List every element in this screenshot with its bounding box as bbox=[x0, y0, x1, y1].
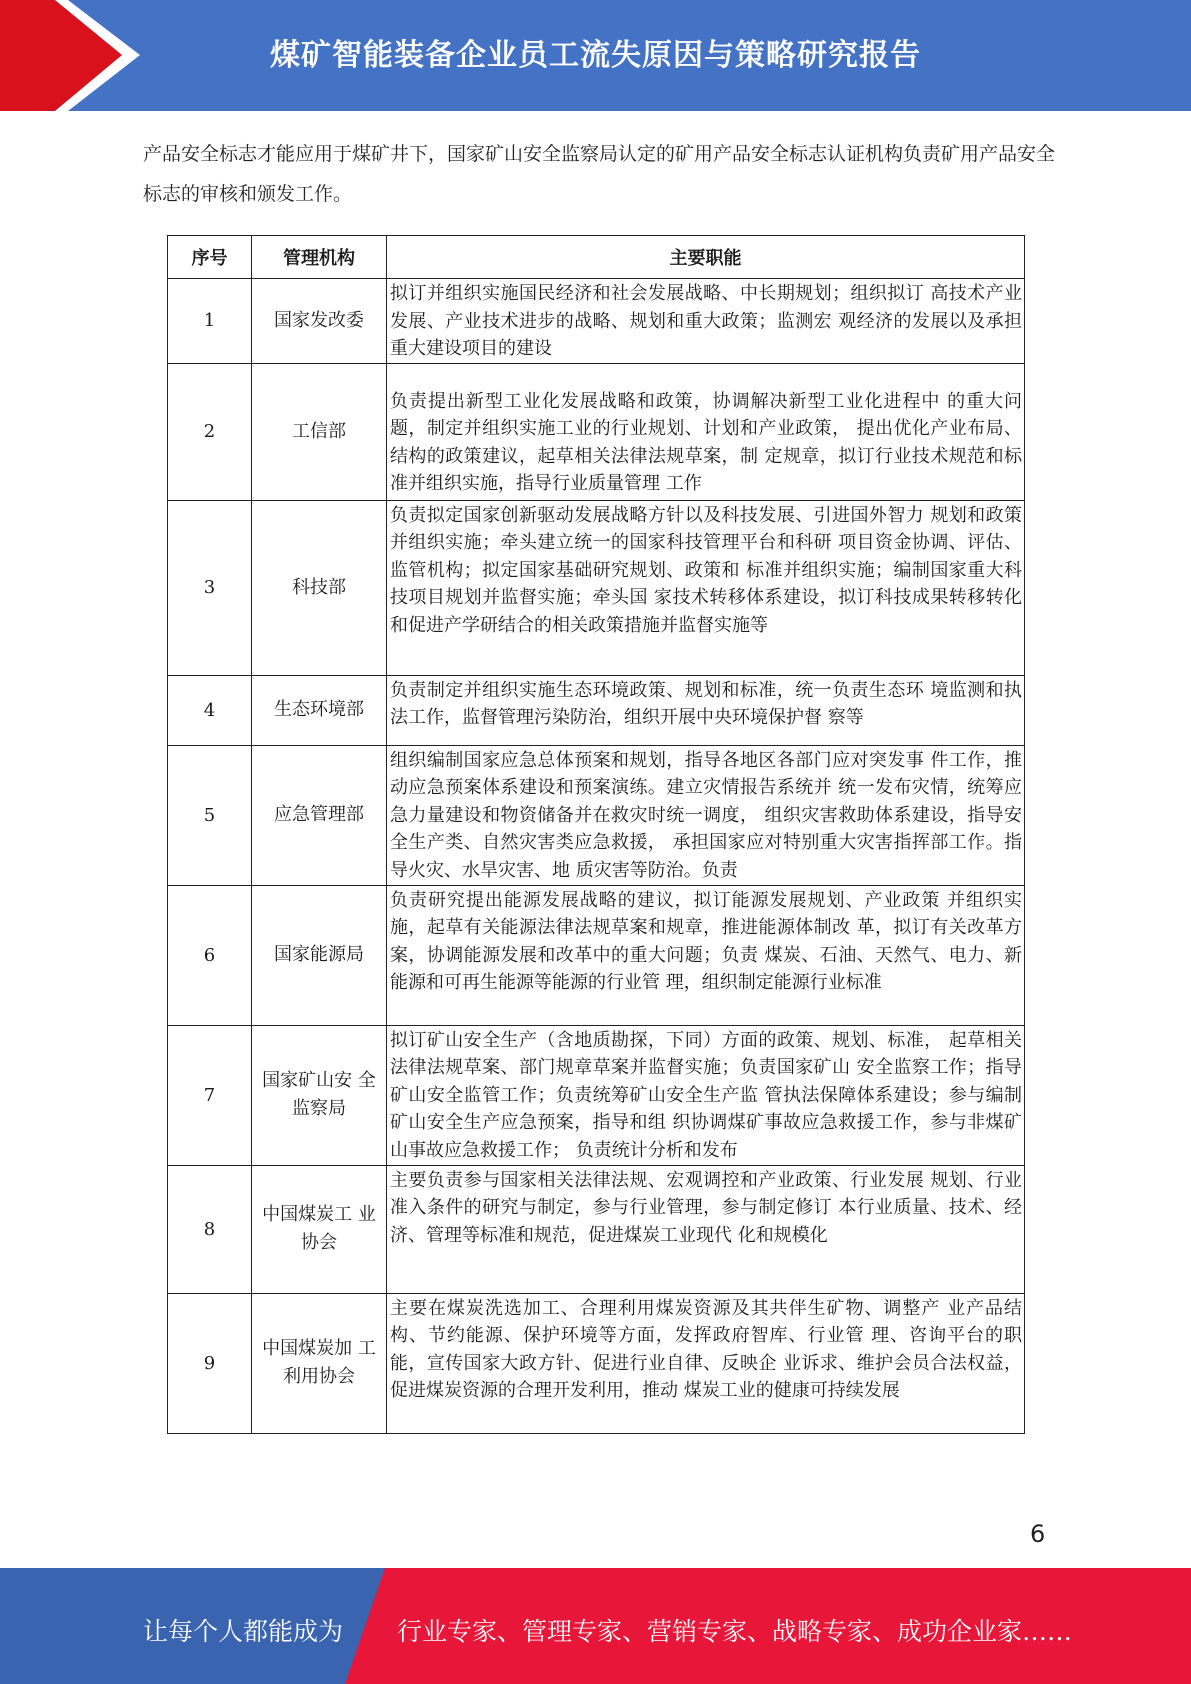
header-agency: 管理机构 bbox=[252, 236, 387, 279]
agency-name: 科技部 bbox=[252, 500, 387, 675]
agency-duty: 负责研究提出能源发展战略的建议，拟订能源发展规划、产业政策 并组织实施，起草有关能源法律法规草案和规章，推进能源体制改 革，拟订有关改革方案，协调能源发展和改革中的重大问题；负责 煤炭、石油、天然气、电力、新能源和可再生能源等能源的行业管 理，组织制定能源行业标准 bbox=[387, 885, 1025, 1025]
agency-name: 国家发改委 bbox=[252, 279, 387, 364]
row-number: 2 bbox=[168, 363, 252, 500]
report-title: 煤矿智能装备企业员工流失原因与策略研究报告 bbox=[270, 38, 921, 73]
table-header-row bbox=[168, 236, 1025, 279]
table-row bbox=[168, 1165, 1025, 1293]
agency-name: 国家矿山安 全监察局 bbox=[252, 1025, 387, 1165]
row-number: 3 bbox=[168, 500, 252, 675]
row-number: 7 bbox=[168, 1025, 252, 1165]
row-number: 6 bbox=[168, 885, 252, 1025]
agency-duty: 拟订矿山安全生产（含地质勘探，下同）方面的政策、规划、标准， 起草相关法律法规草案、部门规章草案并监督实施；负责国家矿山 安全监察工作；指导矿山安全监管工作；负责统筹矿山安全生产监 管执法保障体系建设；参与编制矿山安全生产应急预案，指导和组 织协调煤矿事故应急救援工作，参与非煤矿山事故应急救援工作； 负责统计分析和发布 bbox=[387, 1025, 1025, 1165]
table-row bbox=[168, 500, 1025, 675]
agency-duty: 负责提出新型工业化发展战略和政策，协调解决新型工业化进程中 的重大问题，制定并组织实施工业的行业规划、计划和产业政策， 提出优化产业布局、结构的政策建议，起草相关法律法规草案，制 定规章，拟订行业技术规范和标准并组织实施，指导行业质量管理 工作 bbox=[387, 363, 1025, 500]
row-number: 9 bbox=[168, 1293, 252, 1433]
table-row bbox=[168, 675, 1025, 745]
intro-paragraph: 产品安全标志才能应用于煤矿井下，国家矿山安全监察局认定的矿用产品安全标志认证机构负责矿用产品安全标志的审核和颁发工作。 bbox=[143, 143, 1056, 205]
page-number: 6 bbox=[1030, 1520, 1046, 1548]
agency-name: 工信部 bbox=[252, 363, 387, 500]
row-number: 4 bbox=[168, 675, 252, 745]
agency-duty: 负责拟定国家创新驱动发展战略方针以及科技发展、引进国外智力 规划和政策并组织实施；牵头建立统一的国家科技管理平台和科研 项目资金协调、评估、监管机构；拟定国家基础研究规划、政策和 标准并组织实施；编制国家重大科技项目规划并监督实施；牵头国 家技术转移体系建设，拟订科技成果转移转化和促进产学研结合的相关政策措施并监督实施等 bbox=[387, 500, 1025, 675]
agency-table bbox=[167, 235, 1025, 1434]
agency-duty: 组织编制国家应急总体预案和规划，指导各地区各部门应对突发事 件工作，推动应急预案体系建设和预案演练。建立灾情报告系统并 统一发布灾情，统筹应急力量建设和物资储备并在救灾时统一调度， 组织灾害救助体系建设，指导安全生产类、自然灾害类应急救援， 承担国家应对特别重大灾害指挥部工作。指导火灾、水旱灾害、地 质灾害等防治。负责 bbox=[387, 745, 1025, 885]
table-row bbox=[168, 745, 1025, 885]
table-row bbox=[168, 279, 1025, 364]
agency-duty: 主要在煤炭洗选加工、合理利用煤炭资源及其共伴生矿物、调整产 业产品结构、节约能源、保护环境等方面，发挥政府智库、行业管 理、咨询平台的职能，宣传国家大政方针、促进行业自律、反映企 业诉求、维护会员合法权益，促进煤炭资源的合理开发利用，推动 煤炭工业的健康可持续发展 bbox=[387, 1293, 1025, 1433]
row-number: 5 bbox=[168, 745, 252, 885]
row-number: 8 bbox=[168, 1165, 252, 1293]
agency-name: 生态环境部 bbox=[252, 675, 387, 745]
footer-slogan-left: 让每个人都能成为 bbox=[143, 1617, 344, 1646]
agency-name: 中国煤炭加 工利用协会 bbox=[252, 1293, 387, 1433]
footer-slogan-right: 行业专家、管理专家、营销专家、战略专家、成功企业家…… bbox=[397, 1617, 1073, 1646]
header-duty: 主要职能 bbox=[387, 236, 1025, 279]
agency-name: 国家能源局 bbox=[252, 885, 387, 1025]
agency-name: 应急管理部 bbox=[252, 745, 387, 885]
page-header bbox=[0, 0, 1191, 111]
row-number: 1 bbox=[168, 279, 252, 364]
agency-duty: 拟订并组织实施国民经济和社会发展战略、中长期规划；组织拟订 高技术产业发展、产业技术进步的战略、规划和重大政策；监测宏 观经济的发展以及承担重大建设项目的建设 bbox=[387, 279, 1025, 364]
table-row bbox=[168, 1025, 1025, 1165]
agency-duty: 负责制定并组织实施生态环境政策、规划和标准，统一负责生态环 境监测和执法工作，监督管理污染防治，组织开展中央环境保护督 察等 bbox=[387, 675, 1025, 745]
table-row bbox=[168, 885, 1025, 1025]
page-footer bbox=[0, 1568, 1191, 1684]
agency-duty: 主要负责参与国家相关法律法规、宏观调控和产业政策、行业发展 规划、行业准入条件的研究与制定，参与行业管理，参与制定修订 本行业质量、技术、经济、管理等标准和规范，促进煤炭工业现代 化和规模化 bbox=[387, 1165, 1025, 1293]
agency-name: 中国煤炭工 业协会 bbox=[252, 1165, 387, 1293]
header-num: 序号 bbox=[168, 236, 252, 279]
table-row bbox=[168, 1293, 1025, 1433]
header-arrow-decoration bbox=[0, 0, 160, 111]
table-row bbox=[168, 363, 1025, 500]
